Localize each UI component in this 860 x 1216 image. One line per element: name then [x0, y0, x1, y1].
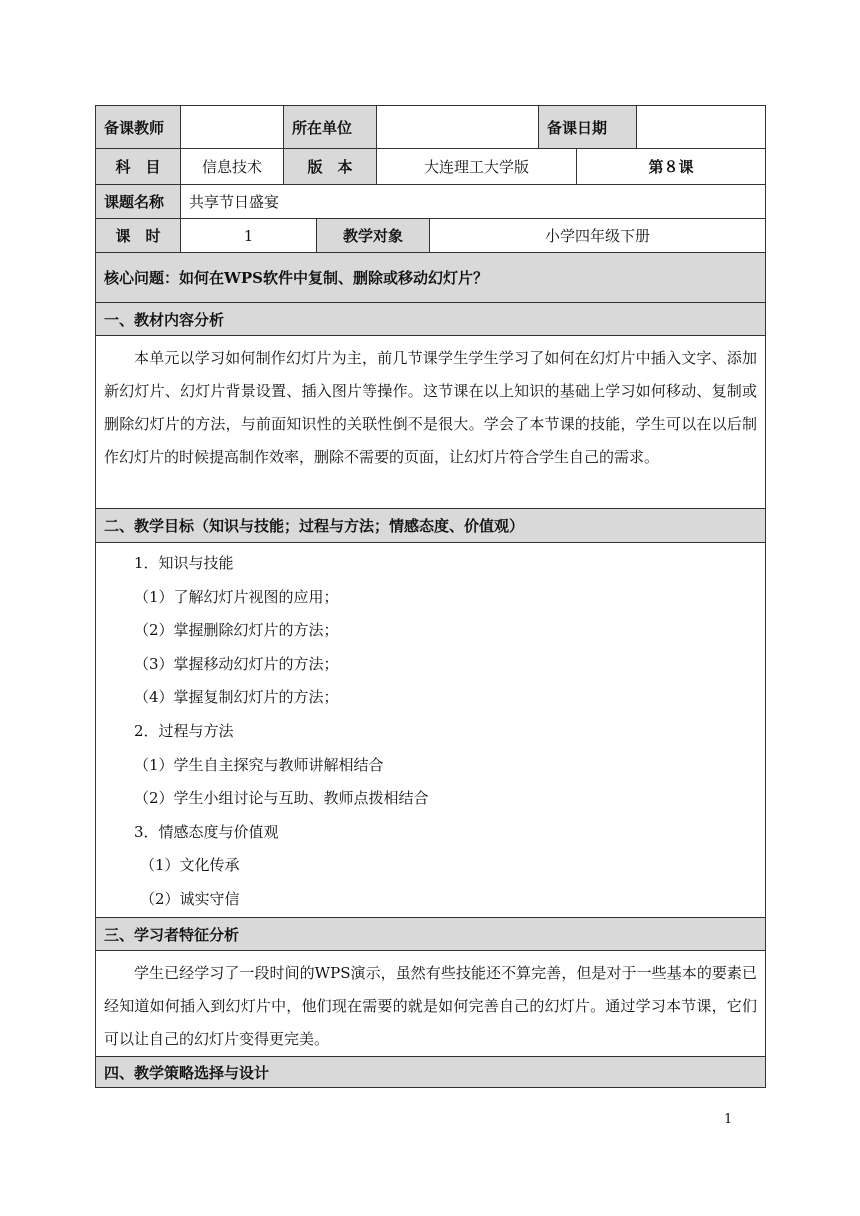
objective-item: 1．知识与技能: [134, 554, 234, 572]
objective-item: （4）掌握复制幻灯片的方法；: [134, 688, 339, 707]
lesson-number: 第８课: [648, 158, 694, 176]
section3-title: 三、学习者特征分析: [104, 925, 240, 944]
section4-title: 四、教学策略选择与设计: [104, 1063, 270, 1082]
title-value: 共享节日盛宴: [189, 193, 280, 211]
core-question: 核心问题：如何在WPS软件中复制、删除或移动幻灯片？: [104, 269, 488, 287]
section3-header: [95, 918, 766, 951]
target-label: 教学对象: [317, 219, 430, 252]
objective-item: （1）学生自主探究与教师讲解相结合: [134, 755, 384, 774]
subject-value: 信息技术: [181, 149, 284, 184]
section4-header: [95, 1057, 766, 1088]
hours-value: 1: [181, 219, 317, 252]
objectives-list: [96, 543, 765, 917]
objective-item: （3）掌握移动幻灯片的方法；: [134, 654, 339, 673]
date-label: 备课日期: [539, 106, 637, 148]
objective-item: （1）了解幻灯片视图的应用；: [134, 587, 339, 606]
section1-body: [95, 336, 766, 509]
edition-label: 版 本: [284, 149, 377, 184]
section1-title: 一、教材内容分析: [104, 310, 225, 329]
teacher-value: [181, 106, 284, 148]
teacher-label: 备课教师: [96, 106, 181, 148]
objective-item: 3．情感态度与价值观: [134, 822, 279, 841]
edition-value: 大连理工大学版: [377, 149, 577, 184]
hours-row: [95, 219, 766, 253]
lesson-plan-table: [95, 105, 766, 1088]
unit-label: 所在单位: [284, 106, 377, 148]
core-question-row: [95, 253, 766, 303]
objective-item: （2）诚实守信: [140, 889, 240, 908]
page-number: 1: [724, 1112, 733, 1127]
section1-header: [95, 303, 766, 336]
hours-label: 课 时: [96, 219, 181, 252]
unit-value: [377, 106, 539, 148]
header-row: [95, 105, 766, 149]
objective-item: （2）学生小组讨论与互助、教师点拨相结合: [134, 789, 429, 808]
section1-text: 本单元以学习如何制作幻灯片为主，前几节课学生学生学习了如何在幻灯片中插入文字、添加新幻灯片、幻灯片背景设置、插入图片等操作。这节课在以上知识的基础上学习如何移动、复制或删除幻灯片的方法，与前面知识性的关联性倒不是很大。学会了本节课的技能，学生可以在以后制作幻灯片的时候提高制作效率，删除不需要的页面，让幻灯片符合学生自己的需求。: [104, 349, 757, 466]
section2-title: 二、教学目标（知识与技能；过程与方法；情感态度、价值观）: [104, 517, 525, 535]
section3-text: 学生已经学习了一段时间的WPS演示，虽然有些技能还不算完善，但是对于一些基本的要素已经知道如何插入到幻灯片中，他们现在需要的就是如何完善自己的幻灯片。通过学习本节课，它们可以让自己的幻灯片变得更完美。: [104, 964, 757, 1048]
objective-item: （2）掌握删除幻灯片的方法；: [134, 621, 339, 640]
subject-row: [95, 149, 766, 185]
target-value: 小学四年级下册: [544, 227, 650, 245]
title-row: [95, 185, 766, 219]
subject-label: 科 目: [96, 149, 181, 184]
section3-body: [95, 951, 766, 1057]
title-label: 课题名称: [96, 185, 181, 218]
objective-item: 2．过程与方法: [134, 721, 234, 740]
section2-header: [95, 509, 766, 543]
section2-body: [95, 543, 766, 918]
date-value: [637, 106, 765, 148]
objective-item: （1）文化传承: [140, 856, 240, 875]
